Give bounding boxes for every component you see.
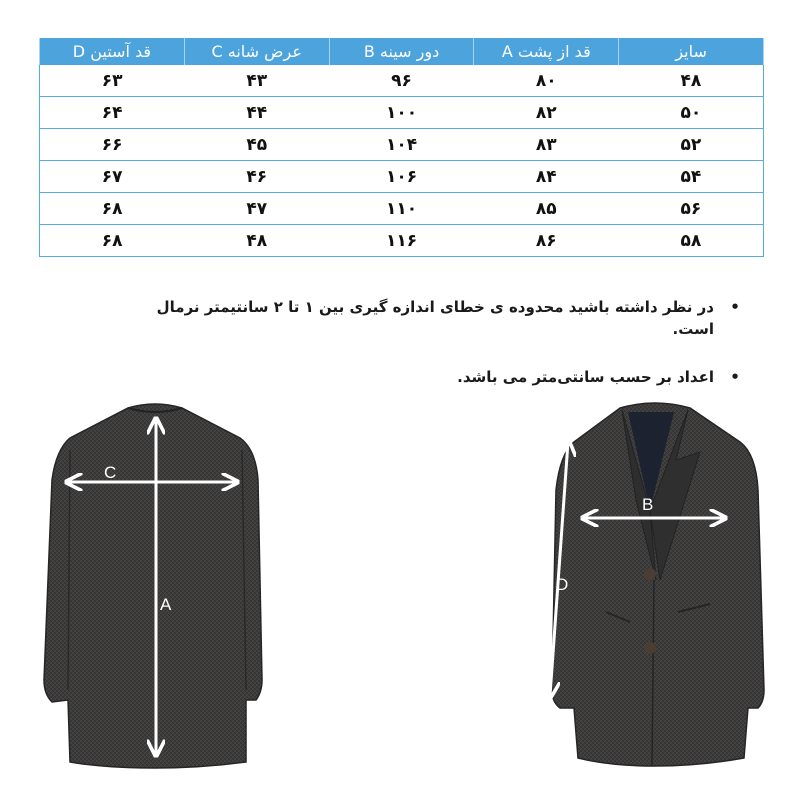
table-header-row [40,38,764,65]
table-row [40,225,764,257]
table-cell: ۸۴ [474,161,619,193]
table-row [40,65,764,97]
jacket-front-view [552,403,764,766]
table-cell: ۵۴ [619,161,764,193]
table-cell: ۴۷ [184,193,329,225]
table-cell: ۵۶ [619,193,764,225]
table-cell: ۸۳ [474,129,619,161]
table-cell: ۴۳ [184,65,329,97]
table-cell: ۹۶ [329,65,474,97]
note-item [142,366,742,388]
bullet-icon: • [730,298,740,316]
header-size: سایز [619,38,764,65]
size-table [39,38,764,257]
label-d: D [556,575,569,594]
label-b: B [642,495,654,514]
header-chest: دور سینه B [329,38,474,65]
table-cell: ۶۸ [40,193,185,225]
table-cell: ۵۰ [619,97,764,129]
table-cell: ۴۸ [184,225,329,257]
table-row [40,129,764,161]
table-cell: ۴۶ [184,161,329,193]
jacket-illustrations [0,390,800,800]
table-cell: ۱۱۶ [329,225,474,257]
note-item [142,296,742,340]
table-cell: ۱۰۴ [329,129,474,161]
table-cell: ۶۷ [40,161,185,193]
table-cell: ۸۰ [474,65,619,97]
table-cell: ۶۶ [40,129,185,161]
table-cell: ۸۲ [474,97,619,129]
table-cell: ۴۵ [184,129,329,161]
table-row [40,193,764,225]
table-row [40,97,764,129]
table-cell: ۶۸ [40,225,185,257]
header-back-length: قد از پشت A [474,38,619,65]
table-cell: ۵۲ [619,129,764,161]
note-text: در نظر داشته باشید محدوده ی خطای اندازه گیری بین ۱ تا ۲ سانتیمتر نرمال است. [156,298,714,338]
table-cell: ۸۶ [474,225,619,257]
table-cell: ۵۸ [619,225,764,257]
table-cell: ۱۰۰ [329,97,474,129]
label-c: C [104,463,117,482]
table-cell: ۸۵ [474,193,619,225]
jacket-back-view [44,404,262,768]
button-icon [644,642,656,654]
table-cell: ۶۳ [40,65,185,97]
table-cell: ۱۰۶ [329,161,474,193]
table-row [40,161,764,193]
header-sleeve: قد آستین D [40,38,185,65]
button-icon [644,568,656,580]
table-cell: ۶۴ [40,97,185,129]
header-shoulder: عرض شانه C [184,38,329,65]
table-cell: ۴۴ [184,97,329,129]
bullet-icon: • [730,368,740,386]
table-cell: ۴۸ [619,65,764,97]
table-cell: ۱۱۰ [329,193,474,225]
label-a: A [160,595,172,614]
note-text: اعداد بر حسب سانتی‌متر می باشد. [457,368,714,386]
